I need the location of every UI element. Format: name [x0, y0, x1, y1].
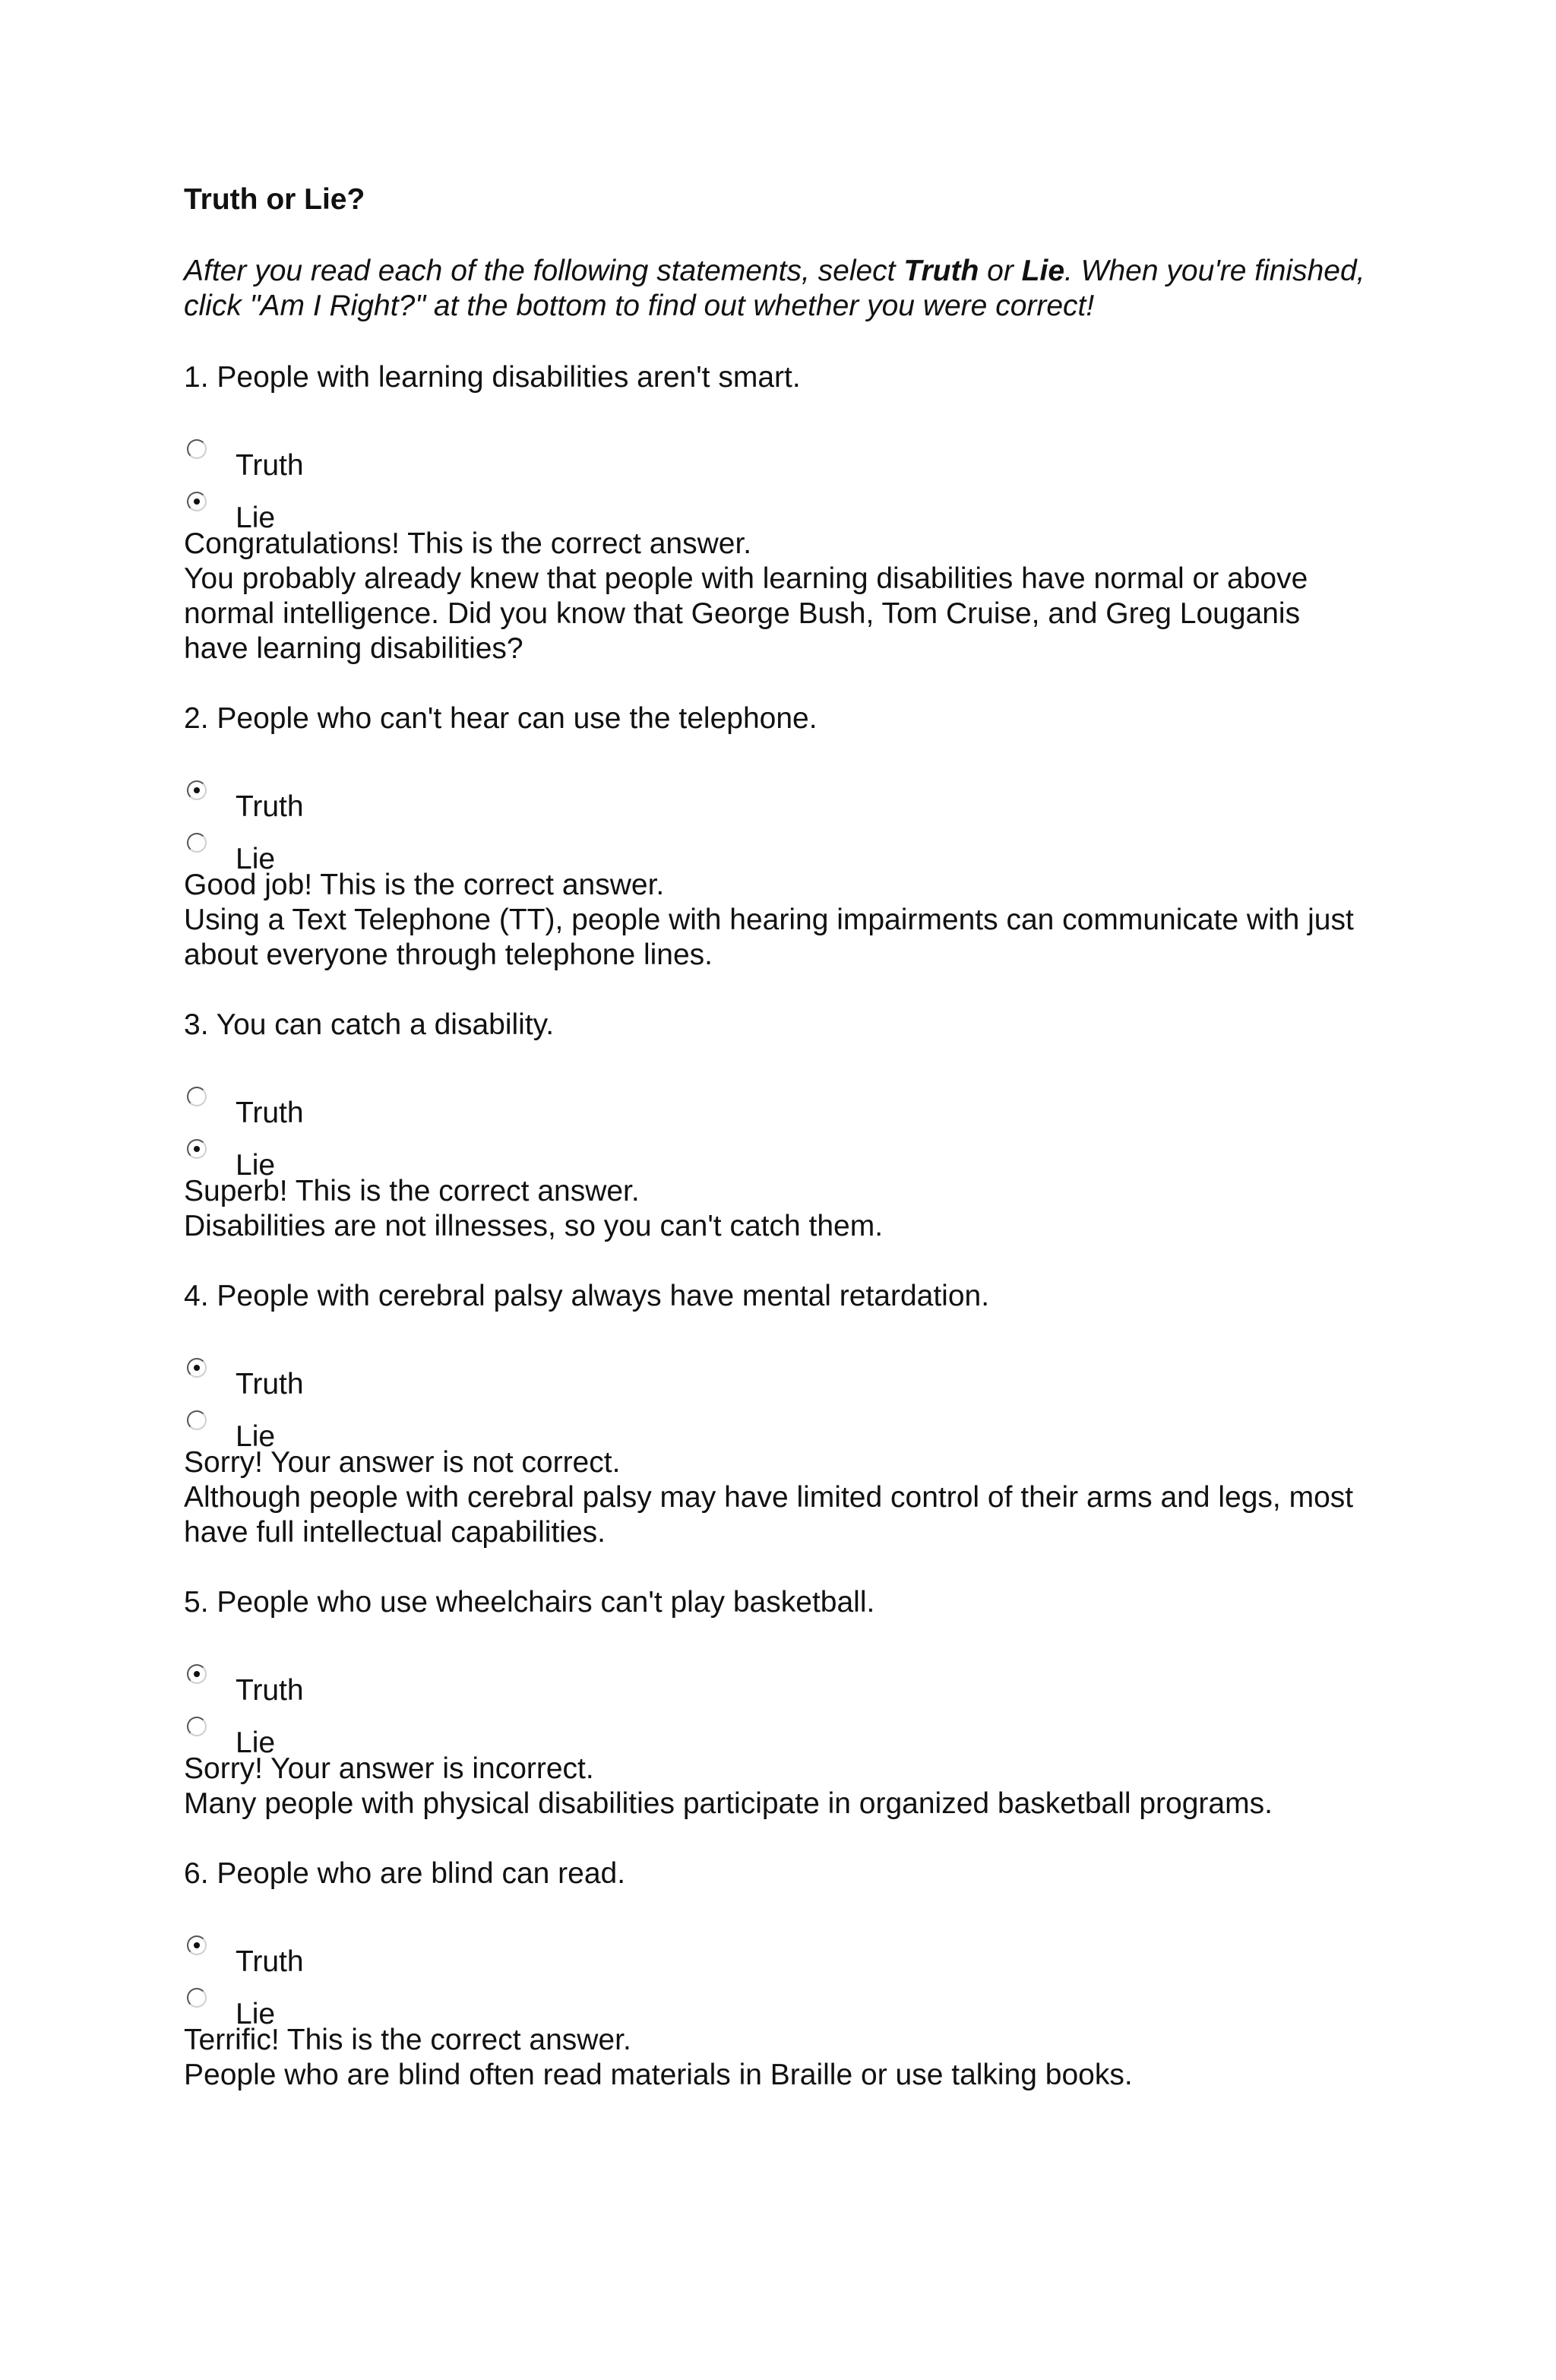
lie-option-label: Lie — [236, 1726, 276, 1759]
instructions-truth-word: Truth — [903, 255, 979, 287]
lie-option-label: Lie — [236, 502, 276, 534]
answer-result: Congratulations! This is the correct answer. — [184, 527, 752, 560]
answer-explanation: You probably already knew that people with learning disabilities have normal or above normal intelligence. Did you know that George Bush, Tom Cruise, and Greg Louganis have learning disabilities? — [184, 562, 1308, 665]
quiz-page — [184, 182, 1369, 2128]
truth-radio-button[interactable] — [187, 439, 207, 459]
answer-explanation: Many people with physical disabilities participate in organized basketball programs. — [184, 1787, 1273, 1820]
truth-option-label: Truth — [236, 1674, 304, 1707]
lie-radio-button[interactable] — [187, 833, 207, 853]
question-block — [184, 1008, 1369, 1244]
question-text: 1. People with learning disabilities aren't smart. — [184, 361, 801, 394]
lie-radio-button[interactable] — [187, 1717, 207, 1736]
option-lie[interactable] — [184, 1717, 1369, 1769]
question-text: 4. People with cerebral palsy always have mental retardation. — [184, 1280, 990, 1312]
question-text: 5. People who use wheelchairs can't play basketball. — [184, 1586, 875, 1619]
instructions-part-3: . When you're finished, click "Am I Right?" at the bottom to find out whether you were correct! — [184, 255, 1365, 322]
option-lie[interactable] — [184, 1988, 1369, 2040]
lie-option-label: Lie — [236, 1998, 276, 2030]
question-block — [184, 1279, 1369, 1550]
question-text: 3. You can catch a disability. — [184, 1008, 555, 1041]
truth-option-label: Truth — [236, 790, 304, 823]
truth-radio-button[interactable] — [187, 1358, 207, 1378]
answer-explanation: Although people with cerebral palsy may have limited control of their arms and legs, most have full intellectual capabilities. — [184, 1481, 1354, 1549]
question-block — [184, 701, 1369, 973]
answer-explanation: Using a Text Telephone (TT), people with hearing impairments can communicate with just about everyone through telephone lines. — [184, 904, 1354, 971]
question-text: 2. People who can't hear can use the telephone. — [184, 702, 818, 735]
truth-option-label: Truth — [236, 1945, 304, 1978]
question-block — [184, 1856, 1369, 2093]
truth-radio-button[interactable] — [187, 1935, 207, 1955]
instructions-part-1: After you read each of the following statements, select — [184, 255, 904, 287]
option-truth[interactable] — [184, 780, 1369, 833]
truth-radio-button[interactable] — [187, 1087, 207, 1106]
lie-option-label: Lie — [236, 1149, 276, 1182]
option-truth[interactable] — [184, 1935, 1369, 1988]
answer-explanation: Disabilities are not illnesses, so you can't catch them. — [184, 1210, 884, 1242]
question-block — [184, 1585, 1369, 1821]
truth-radio-button[interactable] — [187, 1664, 207, 1684]
option-lie[interactable] — [184, 492, 1369, 544]
answer-result: Superb! This is the correct answer. — [184, 1175, 640, 1207]
truth-option-label: Truth — [236, 1097, 304, 1129]
question-list — [184, 360, 1369, 2093]
option-lie[interactable] — [184, 833, 1369, 885]
lie-option-label: Lie — [236, 1420, 276, 1453]
answer-result: Good job! This is the correct answer. — [184, 869, 665, 901]
page-title: Truth or Lie? — [184, 183, 365, 216]
instructions — [184, 254, 1369, 324]
truth-option-label: Truth — [236, 1368, 304, 1400]
truth-radio-button[interactable] — [187, 780, 207, 800]
lie-radio-button[interactable] — [187, 1410, 207, 1430]
instructions-part-2: or — [979, 255, 1022, 287]
option-truth[interactable] — [184, 1087, 1369, 1139]
option-lie[interactable] — [184, 1139, 1369, 1192]
answer-explanation: People who are blind often read materials in Braille or use talking books. — [184, 2059, 1133, 2091]
answer-result: Sorry! Your answer is not correct. — [184, 1446, 621, 1479]
lie-radio-button[interactable] — [187, 492, 207, 511]
instructions-lie-word: Lie — [1021, 255, 1065, 287]
option-truth[interactable] — [184, 1358, 1369, 1410]
option-lie[interactable] — [184, 1410, 1369, 1463]
answer-result: Sorry! Your answer is incorrect. — [184, 1752, 594, 1785]
answer-result: Terrific! This is the correct answer. — [184, 2024, 631, 2056]
lie-option-label: Lie — [236, 843, 276, 875]
option-truth[interactable] — [184, 1664, 1369, 1717]
lie-radio-button[interactable] — [187, 1988, 207, 2008]
truth-option-label: Truth — [236, 449, 304, 482]
question-text: 6. People who are blind can read. — [184, 1857, 626, 1890]
lie-radio-button[interactable] — [187, 1139, 207, 1159]
option-truth[interactable] — [184, 439, 1369, 492]
question-block — [184, 360, 1369, 666]
